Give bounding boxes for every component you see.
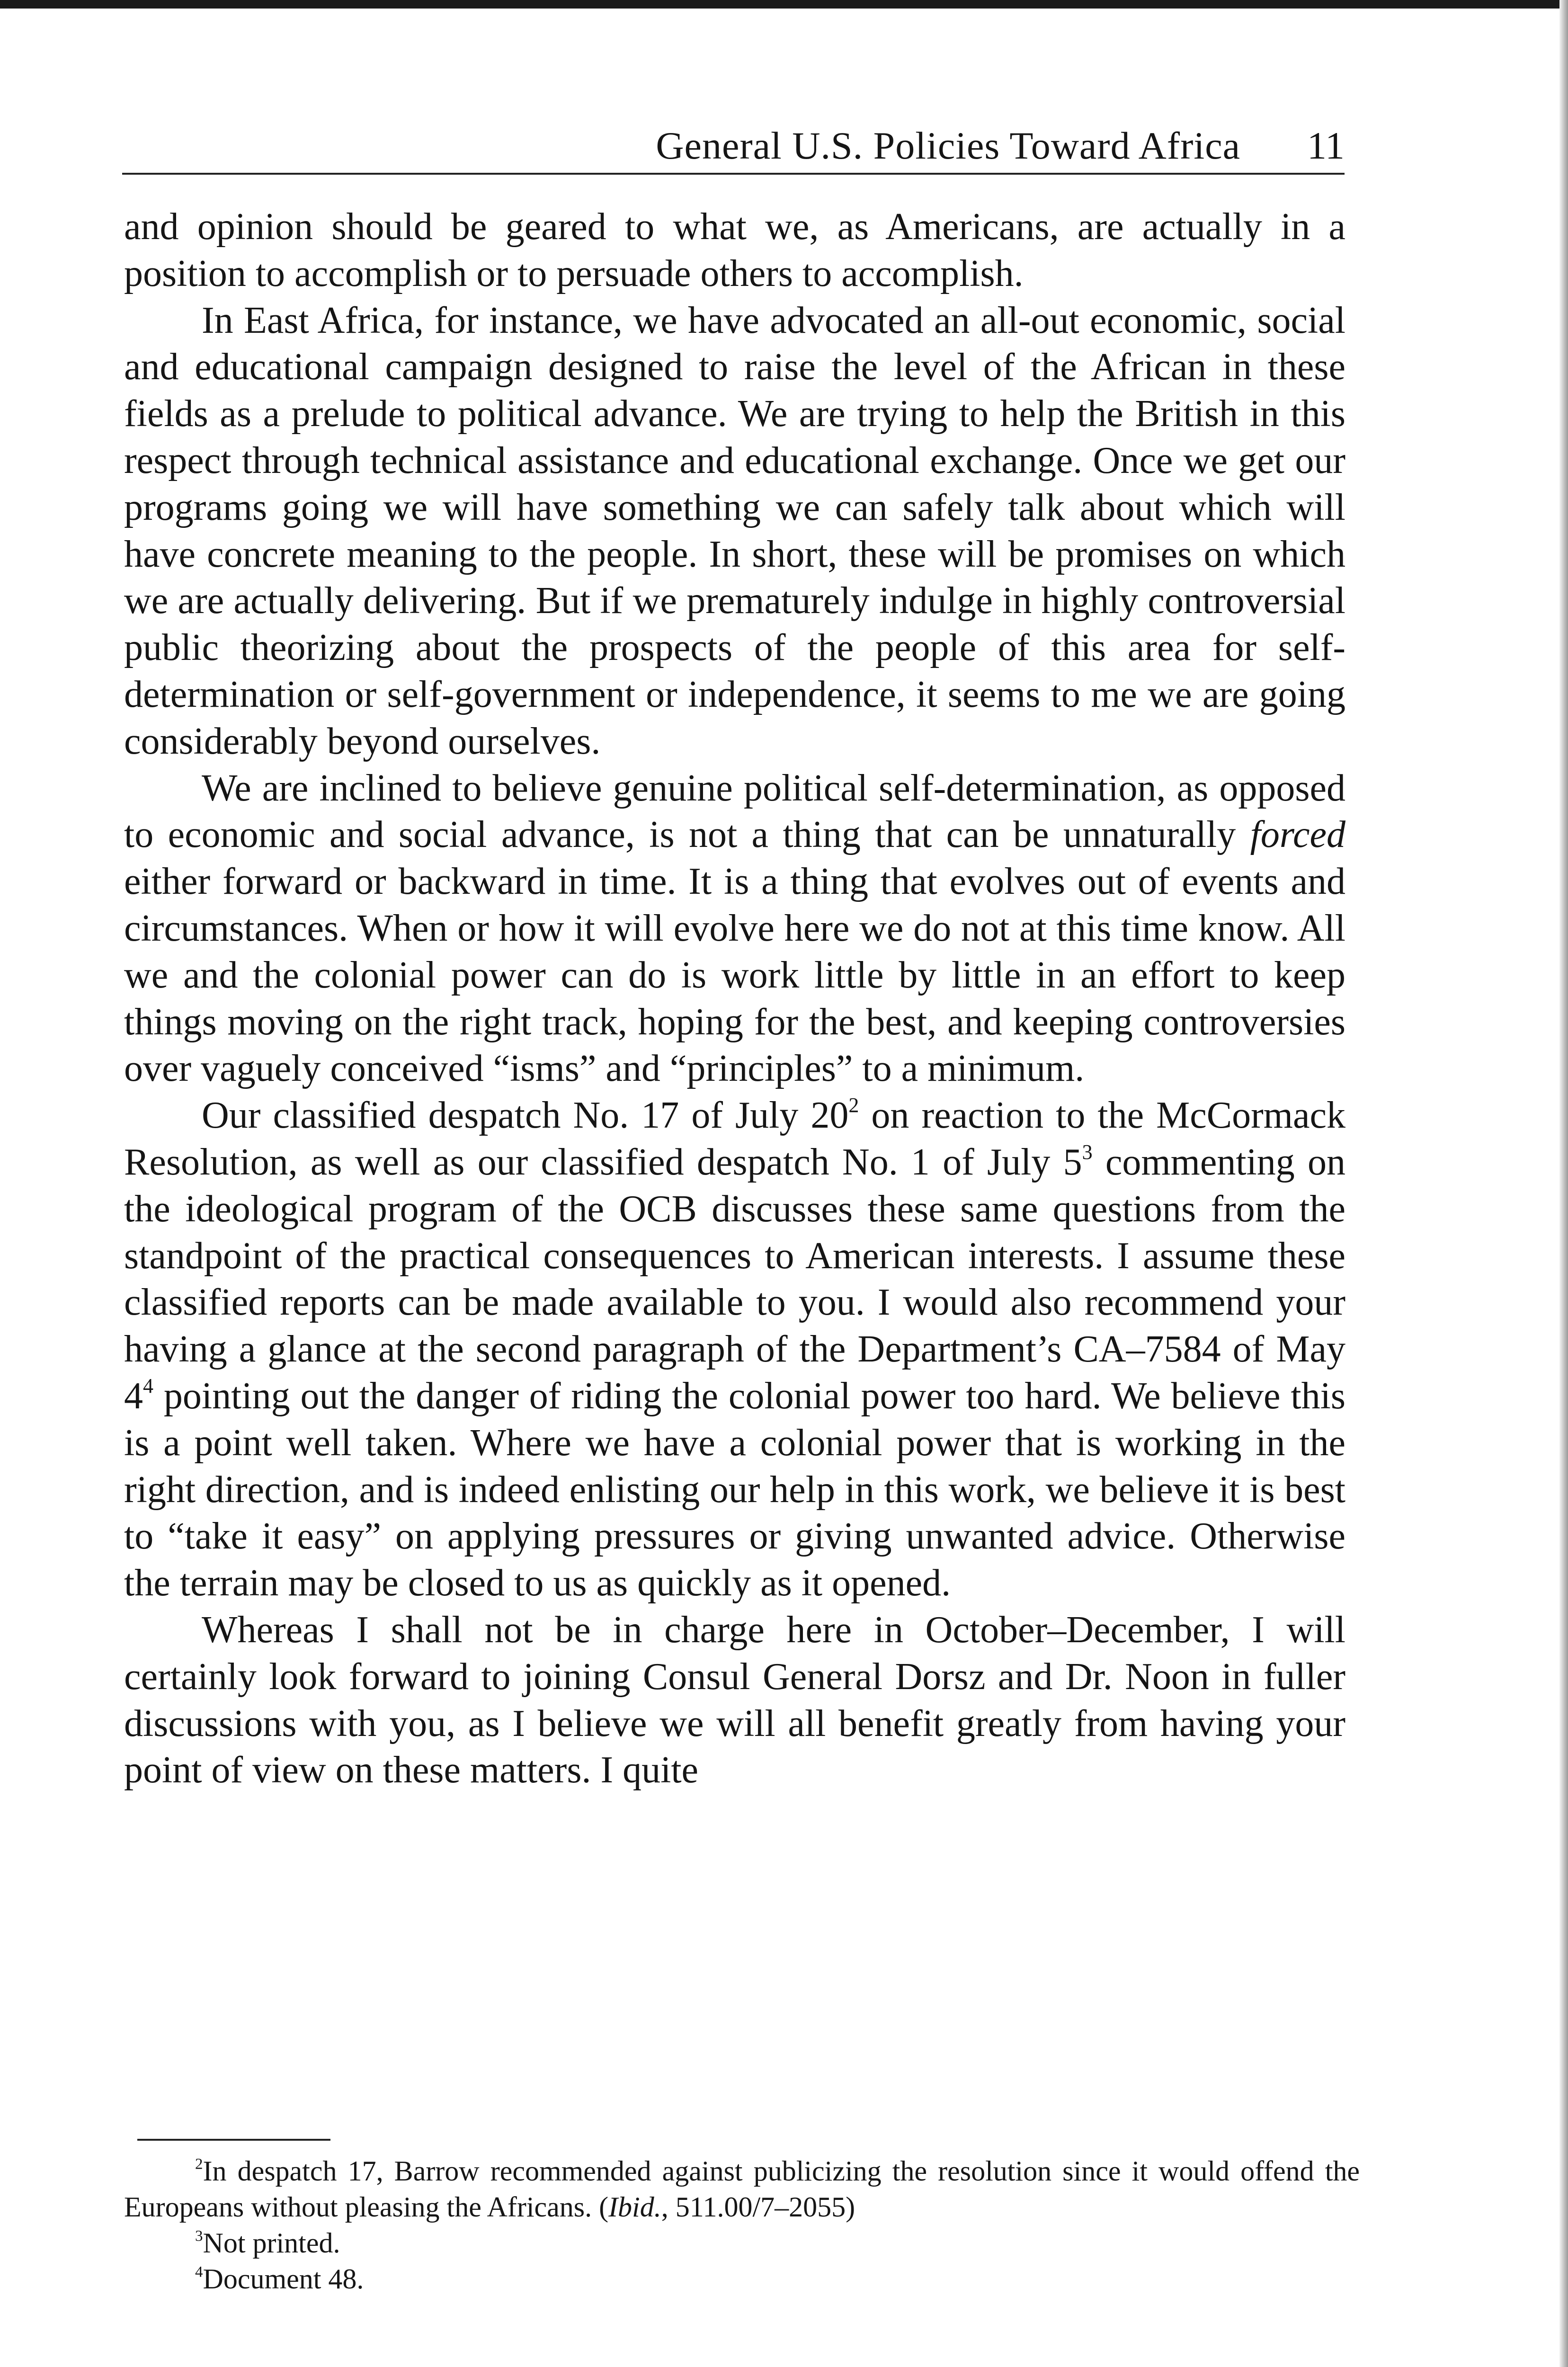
footnote-4 [124, 2261, 1360, 2297]
page-top-edge [0, 0, 1568, 9]
running-header-title: General U.S. Policies Toward Africa [656, 124, 1240, 167]
footnote-marker: 2 [195, 2155, 203, 2173]
paragraph-text-segment: Our classified despatch No. 17 of July 20 [202, 1095, 849, 1137]
footnote-ref-2[interactable]: 2 [848, 1094, 859, 1117]
paragraph-self-determination [124, 765, 1345, 1093]
footnotes [124, 2153, 1360, 2297]
footnote-separator [137, 2139, 330, 2141]
paragraph-east-africa: In East Africa, for instance, we have advocated an all-out economic, social and educational campaign designed to raise the level of the African in these fields as a prelude to political advance. We are trying to help the British in this respect through technical assistance and educational exchange. Once we get our programs going we will have something we can safely talk about which will have concrete meaning to the people. In short, these will be promises on which we are actually delivering. But if we prematurely indulge in highly controversial public theorizing about the prospects of the people of this area for self-determination or self-government or independence, it seems to me we are going considerably beyond ourselves. [124, 299, 1345, 762]
paragraph-text-segment: either forward or backward in time. It is a thing that evolves out of events and circumstances. When or how it will evolve here we do not at this time know. All we and the colonial power can do is work little by little in an effort to keep things moving on the right track, hoping for the best, and keeping controversies over vaguely conceived “isms” and “principles” to a minimum. [124, 861, 1345, 1090]
footnote-text: Not printed. [203, 2227, 340, 2259]
footnote-2 [124, 2153, 1360, 2225]
paragraph-text-segment: on reaction to the McCormack Resolution, as well as our classified despatch No. 1 of July 5 [124, 1095, 1345, 1183]
footnote-ref-3[interactable]: 3 [1082, 1140, 1093, 1164]
footnote-text: In despatch 17, Barrow recommended against publicizing the resolution since it would offend the Europeans without pleasing the Africans. ( [124, 2155, 1360, 2223]
page-number: 11 [1307, 124, 1345, 167]
paragraph-continuation: and opinion should be geared to what we, as Americans, are actually in a position to accomplish or to persuade others to accomplish. [124, 206, 1345, 294]
body-text [124, 204, 1345, 1794]
footnote-3 [124, 2225, 1360, 2261]
page-right-edge [1559, 0, 1568, 2367]
paragraph-whereas: Whereas I shall not be in charge here in October–December, I will certainly look forward to joining Consul General Dorsz and Dr. Noon in fuller discussions with you, as I believe we will all benefit greatly from having your point of view on these matters. I quite [124, 1609, 1345, 1791]
emphasis-forced: forced [1250, 814, 1345, 856]
paragraph-text-segment: We are inclined to believe genuine political self-determination, as opposed to economic and social advance, is not a thing that can be unnaturally [124, 767, 1345, 856]
footnote-marker: 3 [195, 2227, 203, 2245]
footnote-marker: 4 [195, 2263, 203, 2281]
footnote-ref-4[interactable]: 4 [143, 1374, 153, 1397]
running-header [122, 121, 1345, 175]
footnote-text: , 511.00/7–2055) [661, 2191, 855, 2223]
paragraph-text-segment: pointing out the danger of riding the colonial power too hard. We believe this is a point well taken. Where we have a colonial power that is working in the right direction, and is indeed enlisting our help in this work, we believe it is best to “take it easy” on applying pressures or giving unwanted advice. Otherwise the terrain may be closed to us as quickly as it opened. [124, 1375, 1345, 1604]
paragraph-classified-despatch [124, 1092, 1345, 1607]
paragraph-text-segment: commenting on the ideological program of the OCB discusses these same questions from the standpoint of the practical consequences to American interests. I assume these classified reports can be made available to you. I would also recommend your having a glance at the second paragraph of the Department’s CA–7584 of May 4 [124, 1141, 1346, 1417]
footnote-text: Document 48. [203, 2263, 364, 2295]
footnote-ibid: Ibid. [608, 2191, 661, 2223]
